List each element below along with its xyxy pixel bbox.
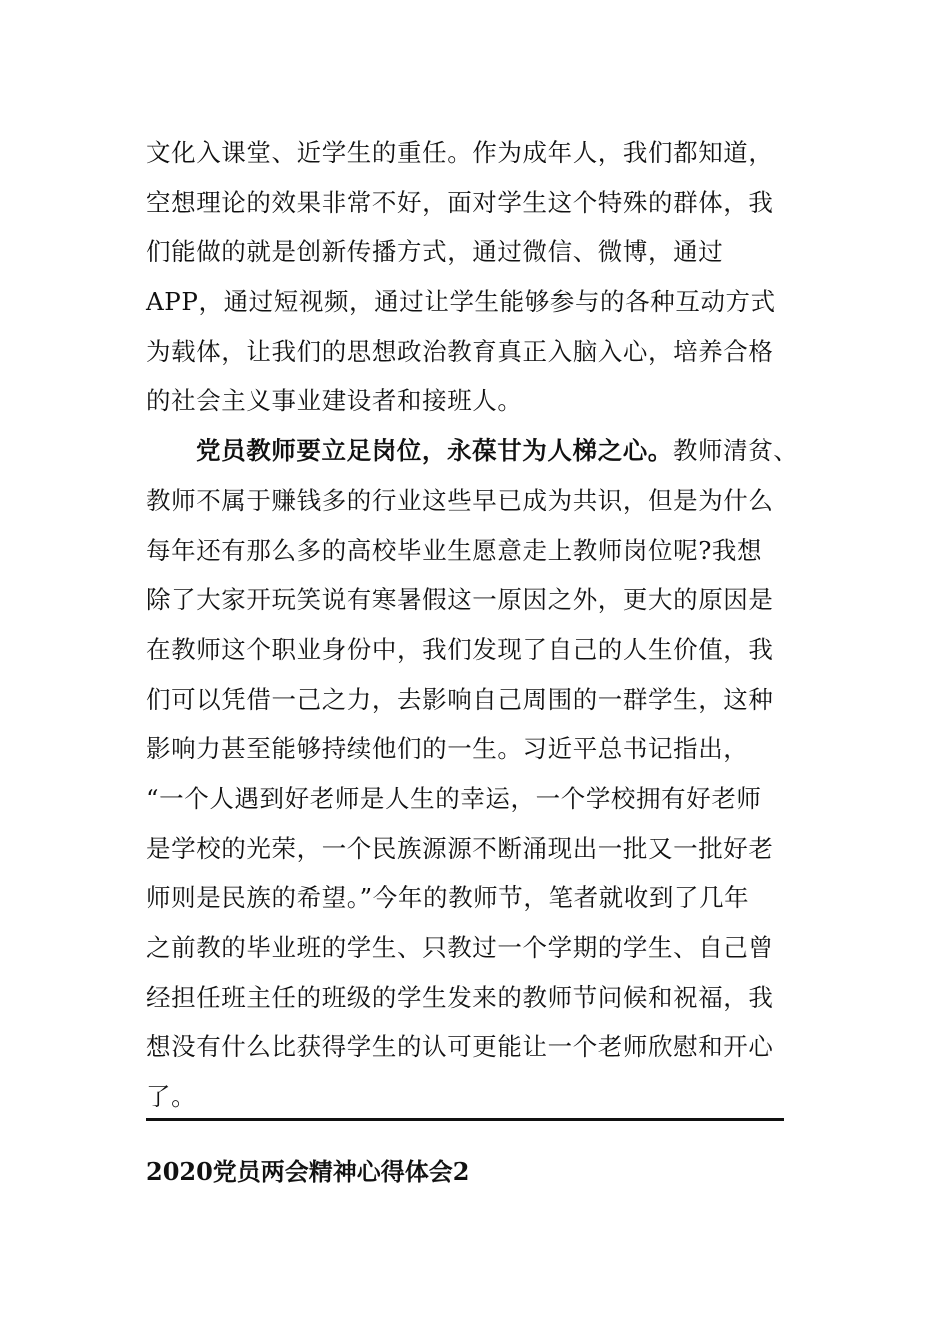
paragraph2-line-12: 经担任班主任的班级的学生发来的教师节问候和祝福，我 — [146, 982, 774, 1012]
paragraph1-line-2: 空想理论的效果非常不好，面对学生这个特殊的群体，我 — [146, 187, 774, 217]
paragraph2-line-2: 教师不属于赚钱多的行业这些早已成为共识，但是为什么 — [146, 485, 774, 515]
paragraph2-line-14: 了。 — [146, 1082, 197, 1112]
paragraph2-lead-sentence: 党员教师要立足岗位，永葆甘为人梯之心。 — [196, 436, 673, 466]
paragraph1-line-6: 的社会主义事业建设者和接班人。 — [146, 386, 523, 416]
document-body — [146, 128, 799, 1122]
section-divider — [146, 1118, 784, 1121]
paragraph2-line-13: 想没有什么比获得学生的认可更能让一个老师欣慰和开心 — [146, 1032, 774, 1062]
paragraph2-first-line-rest: 教师清贫、 — [672, 436, 799, 466]
paragraph2-line-10: 师则是民族的希望。”今年的教师节，笔者就收到了几年 — [146, 883, 750, 913]
paragraph2-line-4: 除了大家开玩笑说有寒暑假这一原因之外，更大的原因是 — [146, 585, 774, 615]
paragraph2-line-6: 们可以凭借一己之力，去影响自己周围的一群学生，这种 — [146, 684, 774, 714]
paragraph1-line-3: 们能做的就是创新传播方式，通过微信、微博，通过 — [146, 237, 724, 267]
paragraph2-line-5: 在教师这个职业身份中，我们发现了自己的人生价值，我 — [146, 634, 774, 664]
paragraph2-first-line — [146, 426, 799, 476]
paragraph1-line-4: APP，通过短视频，通过让学生能够参与的各种互动方式 — [146, 287, 776, 317]
section-heading: 2020党员两会精神心得体会2 — [146, 1157, 470, 1186]
paragraph2-line-7: 影响力甚至能够持续他们的一生。习近平总书记指出， — [146, 734, 749, 764]
paragraph1-line-1: 文化入课堂、近学生的重任。作为成年人，我们都知道， — [146, 138, 774, 167]
paragraph2-line-11: 之前教的毕业班的学生、只教过一个学期的学生、自己曾 — [146, 933, 774, 962]
paragraph1-line-5: 为载体，让我们的思想政治教育真正入脑入心，培养合格 — [146, 336, 774, 366]
paragraph2-line-3: 每年还有那么多的高校毕业生愿意走上教师岗位呢?我想 — [146, 535, 763, 565]
paragraph2-line-9: 是学校的光荣，一个民族源源不断涌现出一批又一批好老 — [146, 833, 774, 863]
paragraph2-line-8: “一个人遇到好老师是人生的幸运，一个学校拥有好老师 — [146, 783, 762, 813]
